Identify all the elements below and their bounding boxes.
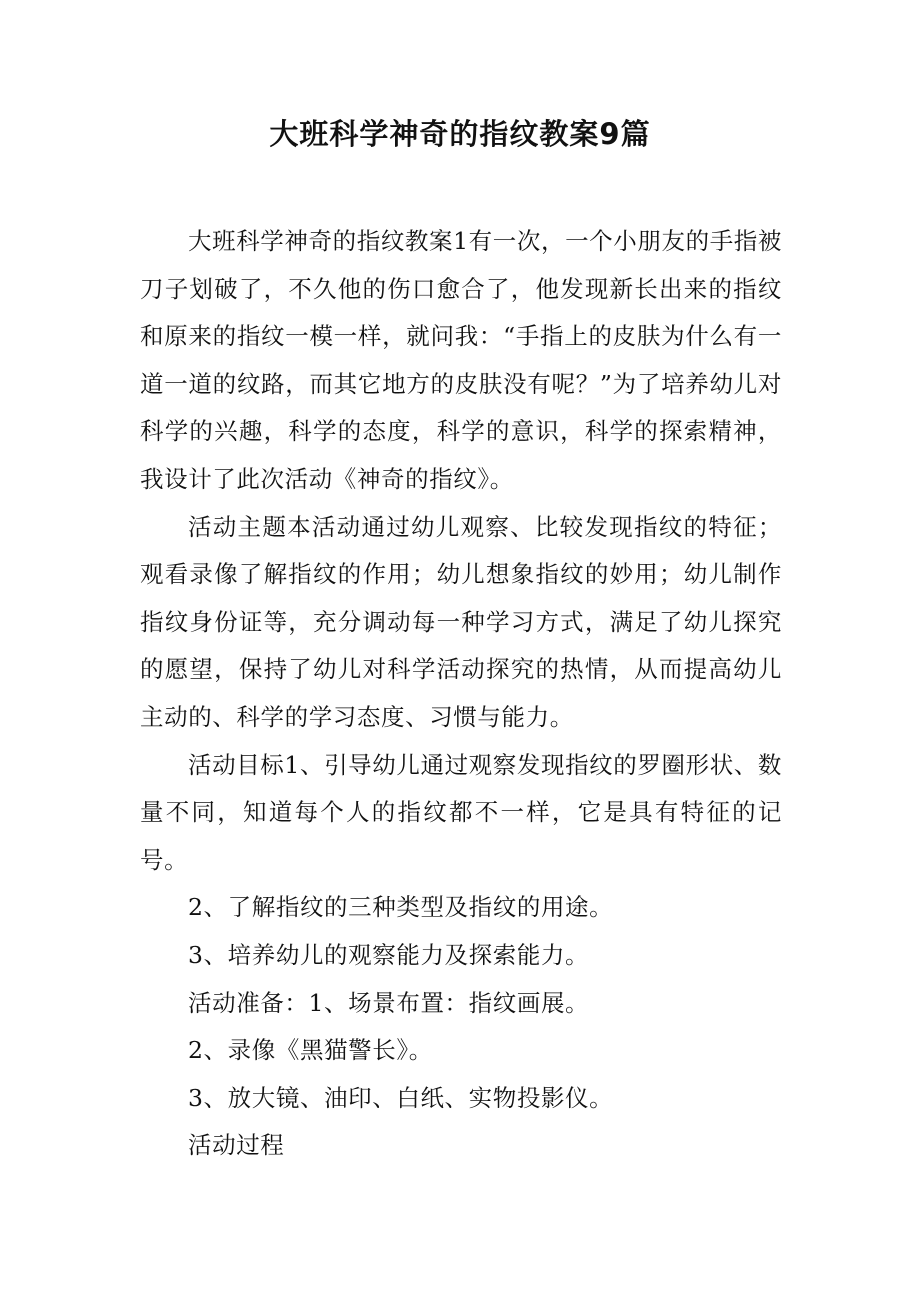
paragraph-goal-3: 3、培养幼儿的观察能力及探索能力。 — [188, 940, 590, 969]
paragraph-process-heading: 活动过程 — [188, 1131, 285, 1160]
paragraph-intro: 大班科学神奇的指纹教案1有一次，一个小朋友的手指被刀子划破了，不久他的伤口愈合了，他发现新长出来的指纹和原来的指纹一模一样，就问我：“手指上的皮肤为什么有一道一道的纹路，而其它地方的皮肤没有呢？”为了培养幼儿对科学的兴趣，科学的态度，科学的意识，科学的探索精神，我设计了此次活动《神奇的指纹》。 — [140, 227, 782, 493]
paragraph-prep-3: 3、放大镜、油印、白纸、实物投影仪。 — [188, 1083, 614, 1112]
paragraph-goal-1: 活动目标1、引导幼儿通过观察发现指纹的罗圈形状、数量不同，知道每个人的指纹都不一样，它是具有特征的记号。 — [140, 750, 782, 874]
paragraph-theme: 活动主题本活动通过幼儿观察、比较发现指纹的特征；观看录像了解指纹的作用；幼儿想象指纹的妙用；幼儿制作指纹身份证等，充分调动每一种学习方式，满足了幼儿探究的愿望，保持了幼儿对科学活动探究的热情，从而提高幼儿主动的、科学的学习态度、习惯与能力。 — [140, 512, 782, 731]
paragraph-prep-1: 活动准备：1、场景布置：指纹画展。 — [188, 988, 590, 1017]
paragraph-goal-2: 2、了解指纹的三种类型及指纹的用途。 — [188, 893, 614, 922]
document-title: 大班科学神奇的指纹教案9篇 — [269, 117, 651, 151]
paragraph-prep-2: 2、录像《黑猫警长》。 — [188, 1036, 433, 1065]
document-body — [140, 218, 782, 1170]
